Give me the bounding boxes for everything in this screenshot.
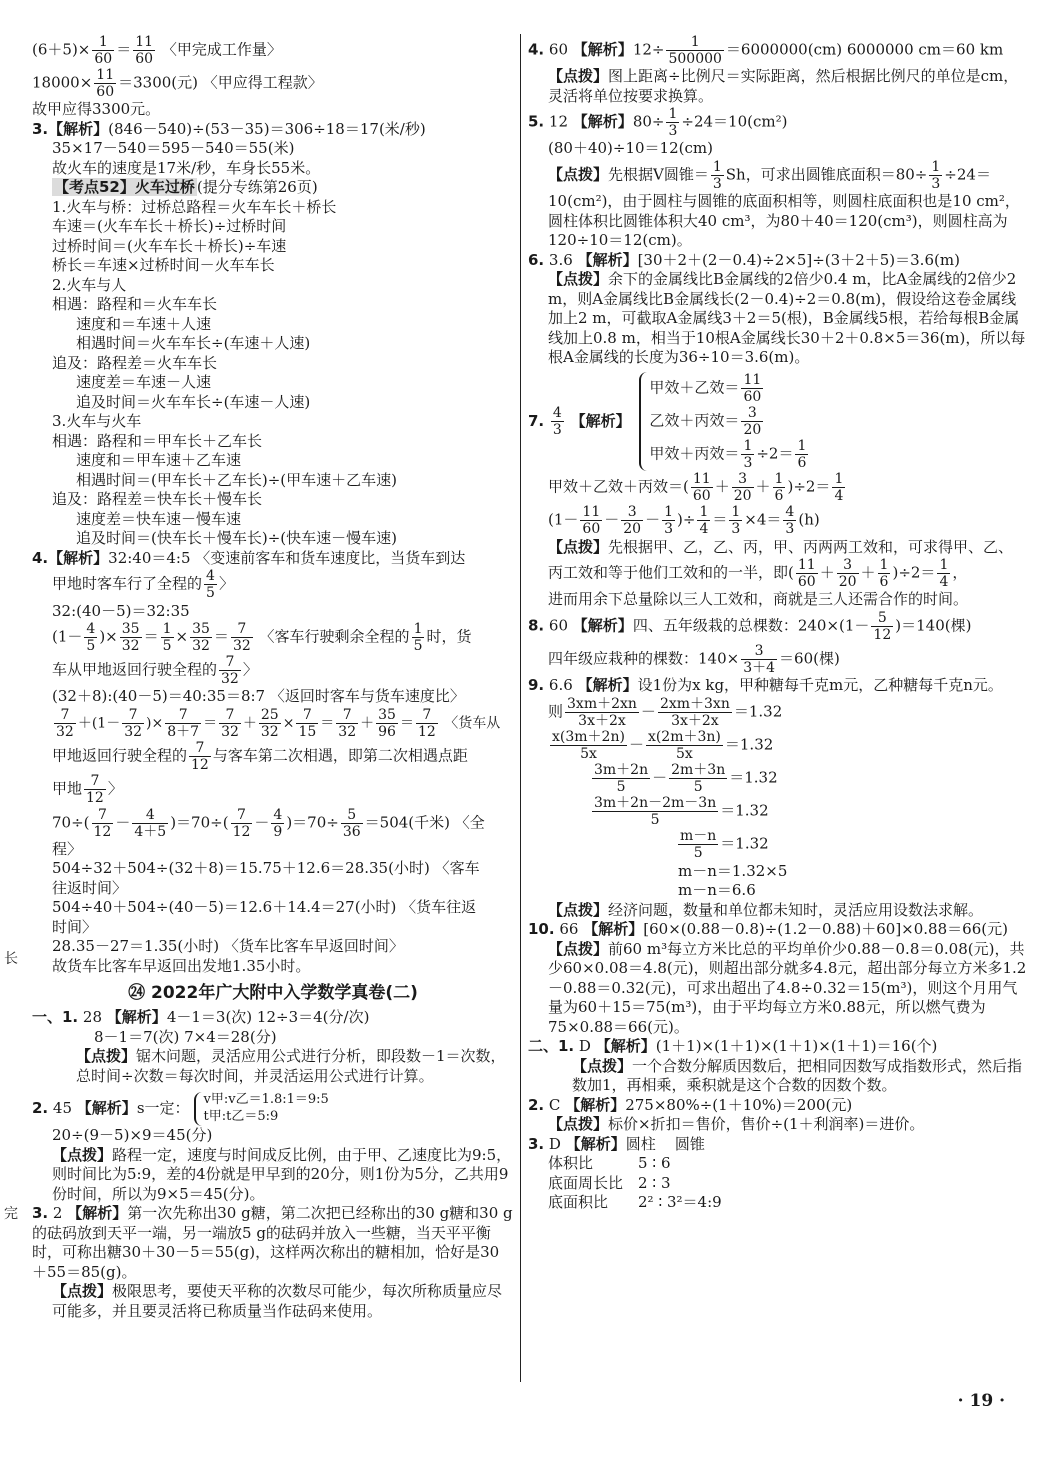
r9-line-7: m－n＝1.32×5 [678, 861, 788, 880]
q3-line-2: 35×17－540＝595－540＝55(米) [52, 139, 295, 158]
r7-system: 甲效＋乙效＝ $\frac{11}{60}$ 乙效＋丙效＝ $\frac{3}{20}$ 甲效＋丙效＝ $\frac{1}{3}$ ÷2＝ $\frac{1}{6}$ [639, 372, 810, 472]
r6-tip: 【点拨】余下的金属线比B金属线的2倍少0.4 m，比A金属线的2倍少2 m，则A金属线比B金属线长(2－0.4)÷2＝0.8(m)，假设给这卷金属线加上2 m，可截取A金属线3＋2＝5(根)，B金属线5根，若给每根B金属线加上0.8 m，相当于10根A金属线长30＋2＋0.8×5＝36(m)，所以每根A金属线的长度为36÷10＝3.6(m)。 [548, 270, 1026, 367]
right-column [528, 34, 1028, 1213]
kaodian-line-15: 相遇时间＝(甲车长＋乙车长)÷(甲车速＋乙车速) [76, 470, 397, 489]
s2q3-row-1: 体积比 5 ∶ 6 [548, 1154, 671, 1172]
q4-line-1: 4.【解析】32:40＝4:5 〈变速前客车和货车速度比，当货车到达 [32, 548, 466, 567]
kaodian-line-1: 1.火车与桥：过桥总路程＝火车车长＋桥长 [52, 197, 337, 216]
q4-line-11: 程〉 [52, 839, 83, 858]
kaodian-line-14: 速度和＝甲车速＋乙车速 [76, 451, 242, 470]
q4-line-2: 甲地时客车行了全程的 $\frac{4}{5}$ 〉 [52, 568, 234, 602]
s2q3-row-3: 底面积比 2² ∶ 3²＝4:9 [548, 1193, 722, 1211]
q4-line-17: 故货车比客车早返回出发地1.35小时。 [52, 956, 311, 975]
q2-tip: 【点拨】路程一定，速度与时间成反比例，由于甲、乙速度比为9:5，则时间比为5:9，差的4份就是甲早到的20分，则1份为5分，乙共用9份时间，所以为9×5＝45(分)。 [52, 1145, 512, 1203]
s2-tip: 【点拨】一个合数分解质因数后，把相同因数写成指数形式，然后指数加1，再相乘，乘积就是这个合数的因数个数。 [572, 1056, 1023, 1094]
kaodian-line-8: 相遇时间＝火车车长÷(车速＋人速) [76, 334, 311, 353]
kaodian-line-13: 相遇：路程和＝甲车长＋乙车长 [52, 431, 263, 450]
r5-line-2: (80＋40)÷10＝12(cm) [548, 139, 713, 158]
line-l3: 故甲应得3300元。 [32, 100, 161, 119]
kaodian-line-7: 速度和＝车速＋人速 [76, 314, 212, 333]
q4-line-5: 车从甲地返回行驶全程的 $\frac{7}{32}$ 〉 [52, 654, 258, 688]
s2q3-line-1: 3. D 【解析】圆柱 圆锥 [528, 1134, 705, 1153]
r5-line-1: 5. 12 【解析】80÷ $\frac{1}{3}$ ÷24＝10(cm²) [528, 106, 788, 140]
s1-line-1: 一、1. 28 【解析】4－1＝3(次) 12÷3＝4(分/次) [32, 1008, 370, 1027]
r9-tip: 【点拨】经济问题，数量和单位都未知时，灵活应用设数法求解。 [548, 900, 984, 919]
q2-line-1: 2. 45 【解析】s一定： v甲:v乙＝1.8:1＝9:5 t甲:t乙＝5:9 [32, 1092, 329, 1125]
kaodian-line-16: 追及：路程差＝快车长＋慢车长 [52, 490, 263, 509]
r4-tip: 【点拨】图上距离÷比例尺＝实际距离，然后根据比例尺的单位是cm，灵活将单位按要求换算。 [548, 67, 1019, 105]
r6-line-1: 6. 3.6 【解析】[30＋2＋(2－0.4)÷2×5]÷(3＋2＋5)＝3.6(m) [528, 250, 960, 269]
kaodian-line-18: 追及时间＝(快车长＋慢车长)÷(快车速－慢车速) [76, 529, 397, 548]
q4-line-13: 往返时间〉 [52, 878, 128, 897]
r9-line-6: $\frac{m-n}{5}$ ＝1.32 [680, 828, 769, 862]
r7-line-5: (1－ $\frac{11}{60}$ － $\frac{3}{20}$ － $\frac{1}{3}$ )÷ $\frac{1}{4}$ ＝ $\frac{1}{3}$ ×4＝ $\frac{4}{3}$ (h) [548, 504, 820, 538]
s2q2-line-1: 2. C 【解析】275×80%÷(1＋10%)＝200(元) [528, 1095, 853, 1114]
r8-line-1: 8. 60 【解析】四、五年级栽的总棵数：240×(1－ $\frac{5}{12}$ )＝140(棵) [528, 609, 972, 643]
q3-line-1: 3.【解析】(846－540)÷(53－35)＝306÷18＝17(米/秒) [32, 119, 426, 138]
r9-line-5: $\frac{3m+2n-2m-3n}{5}$ ＝1.32 [594, 795, 769, 829]
q4-line-8: 甲地返回行驶全程的 $\frac{7}{12}$ 与客车第二次相遇，即第二次相遇点距 [52, 740, 468, 774]
q4-line-3: 32:(40－5)＝32:35 [52, 601, 190, 620]
q4-line-14: 504÷40＋504÷(40－5)＝12.6＋14.4＝27(小时) 〈货车往返 [52, 898, 477, 917]
q3b-line-1: 3. 2 【解析】第一次先称出30 g糖，第二次把已经称出的30 g糖和30 g的砝码放到天平一端，另一端放5 g的砝码并放入一些糖，当天平平衡时，可称出糖30＋30－5＝55(g)，这样两次称出的糖相加，恰好是30＋55＝85(g)。 [32, 1204, 513, 1281]
r4-line-1: 4. 60 【解析】12÷ $\frac{1}{500000}$ ＝6000000(cm) 6000000 cm＝60 km [528, 34, 1004, 68]
section-title: ㉔ 2022年广大附中入学数学真卷(二) [128, 983, 418, 1004]
r9-line-2: 则 $\frac{3xm+2xn}{3x+2x}$ － $\frac{2xm+3xn}{3x+2x}$ ＝1.32 [548, 695, 783, 729]
r5-tip-2: 10(cm²)，由于圆柱与圆锥的底面积相等，则圆柱底面积也是10 cm²，圆柱体积比圆锥体积大40 cm³，为80＋40＝120(cm³)，则圆柱高为120÷10＝12(cm)。 [548, 192, 1020, 250]
r7-tip-2: 丙工效和等于他们工效和的一半，即( $\frac{11}{60}$ ＋ $\frac{3}{20}$ ＋ $\frac{1}{6}$ )÷2＝ $\frac{1}{4}$ ， [548, 557, 968, 591]
r7-tip-1: 【点拨】先根据甲、乙，乙、丙，甲、丙两两工效和，可求得甲、乙、 [548, 537, 1014, 556]
r9-line-1: 9. 6.6 【解析】设1份为x kg，甲种糖每千克m元，乙种糖每千克n元。 [528, 676, 1003, 695]
r9-line-4: $\frac{3m+2n}{5}$ － $\frac{2m+3n}{5}$ ＝1.32 [594, 761, 778, 796]
page-number: · 19 · [957, 1391, 1005, 1411]
kaodian-line-3: 过桥时间＝(火车车长＋桥长)÷车速 [52, 236, 287, 255]
q4-line-7: $\frac{7}{32}$ ＋(1－ $\frac{7}{32}$ )× $\frac{7}{8+7}$ ＝ $\frac{7}{32}$ ＋ $\frac{25}{32}$ × $\frac{7}{15}$ ＝ $\frac{7}{32}$ ＋ $\frac{35}{96}$ ＝ $\frac{7}{12}$ 〈货车从 [56, 706, 501, 741]
left-column [32, 34, 514, 1321]
q4-line-9: 甲地 $\frac{7}{12}$ 〉 [52, 773, 123, 807]
r7-block: 7. $\frac{4}{3}$ 【解析】 甲效＋乙效＝ $\frac{11}{60}$ 乙效＋丙效＝ $\frac{3}{20}$ 甲效＋丙效＝ $\frac{1}{3}$ ÷2＝ $\frac{1}{6}$ [528, 372, 1028, 472]
kaodian-header: 【考点52】火车过桥 (提分专练第26页) [54, 178, 318, 197]
q4-line-10: 70÷( $\frac{7}{12}$ － $\frac{4}{4+5}$ )＝70÷( $\frac{7}{12}$ － $\frac{4}{9}$ )＝70÷ $\frac{5}{36}$ ＝504(千米) 〈全 [52, 806, 485, 840]
s1-tip: 【点拨】锯木问题，灵活应用公式进行分析，即段数－1＝次数，总时间÷次数＝每次时间，并灵活运用公式进行计算。 [76, 1047, 506, 1085]
kaodian-line-6: 相遇：路程和＝火车车长 [52, 295, 218, 314]
q3-line-3: 故火车的速度是17米/秒，车身长55米。 [52, 158, 321, 177]
q4-line-12: 504÷32＋504÷(32＋8)＝15.75＋12.6＝28.35(小时) 〈客车 [52, 859, 480, 878]
line-l1: (6＋5)× $\frac{1}{60}$ ＝ $\frac{11}{60}$ 〈甲完成工作量〉 [32, 34, 282, 68]
r5-tip-1: 【点拨】先根据V圆锥＝ $\frac{1}{3}$ Sh，可求出圆锥底面积＝80÷ $\frac{1}{3}$ ÷24＝ [548, 158, 991, 192]
kaodian-line-5: 2.火车与人 [52, 275, 127, 294]
r7-line-4: 甲效＋乙效＋丙效＝( $\frac{11}{60}$ ＋ $\frac{3}{20}$ ＋ $\frac{1}{6}$ )÷2＝ $\frac{1}{4}$ [548, 471, 844, 505]
kaodian-line-12: 3.火车与火车 [52, 412, 142, 431]
q2-line-2: 20÷(9－5)×9＝45(分) [52, 1126, 213, 1145]
r10-line-1: 10. 66 【解析】[60×(0.88－0.8)÷(1.2－0.88)＋60]×0.88＝66(元) [528, 920, 1008, 938]
kaodian-line-9: 追及：路程差＝火车车长 [52, 353, 218, 372]
r7-tip-3: 进而用余下总量除以三人工效和，商就是三人还需合作的时间。 [548, 590, 969, 609]
kaodian-line-10: 速度差＝车速－人速 [76, 373, 212, 392]
r9-line-8: m－n＝6.6 [678, 881, 756, 899]
r8-line-2: 四年级应栽种的棵数：140× $\frac{3}{3+4}$ ＝60(棵) [548, 642, 840, 676]
q4-line-6: (32＋8):(40－5)＝40:35＝8:7 〈返回时客车与货车速度比〉 [52, 687, 465, 706]
margin-char-1: 长 [4, 951, 18, 967]
kaodian-line-4: 桥长＝车速×过桥时间－火车车长 [52, 256, 275, 275]
q3b-tip: 【点拨】极限思考，要使天平称的次数尽可能少，每次所称质量应尽可能多，并且要灵活将已称质量当作砝码来使用。 [52, 1282, 503, 1320]
s2q3-row-2: 底面周长比 2 ∶ 3 [548, 1173, 671, 1192]
q4-line-16: 28.35－27＝1.35(小时) 〈货车比客车早返回时间〉 [52, 937, 404, 956]
r9-line-3: $\frac{x(3m+2n)}{5x}$ － $\frac{x(2m+3n)}{5x}$ ＝1.32 [552, 728, 774, 762]
kaodian-line-17: 速度差＝快车速－慢车速 [76, 509, 242, 528]
kaodian-line-2: 车速＝(火车车长＋桥长)÷过桥时间 [52, 217, 287, 236]
s2q2-tip: 【点拨】标价×折扣＝售价，售价÷(1＋利润率)＝进价。 [548, 1115, 925, 1133]
s2-line-1: 二、1. D 【解析】(1＋1)×(1＋1)×(1＋1)×(1＋1)＝16(个) [528, 1037, 938, 1055]
kaodian-line-11: 追及时间＝火车车长÷(车速－人速) [76, 392, 311, 411]
r10-tip: 【点拨】前60 m³每立方米比总的平均单价少0.88－0.8＝0.08(元)，共少60×0.08＝4.8(元)，则超出部分就多4.8元，超出部分每立方米多1.2－0.88＝0.32(元)，可求出超出了4.8÷0.32＝15(m³)，则这个月用气量为60＋15＝75(m³)，由于平均每立方米0.88元，所以燃气费为75×0.88＝66(元)。 [548, 939, 1027, 1036]
margin-char-2: 完 [4, 1206, 18, 1222]
q4-line-15: 时间〉 [52, 917, 98, 936]
s1-line-2: 8－1＝7(次) 7×4＝28(分) [94, 1027, 277, 1046]
q4-line-4: (1－ $\frac{4}{5}$ )× $\frac{35}{32}$ ＝ $\frac{1}{5}$ × $\frac{35}{32}$ ＝ $\frac{7}{32}$ 〈客车行驶剩余全程的 $\frac{1}{5}$ 时，货 [52, 621, 472, 655]
line-l2: 18000× $\frac{11}{60}$ ＝3300(元) 〈甲应得工程款〉 [32, 67, 323, 101]
column-divider [520, 34, 521, 1382]
